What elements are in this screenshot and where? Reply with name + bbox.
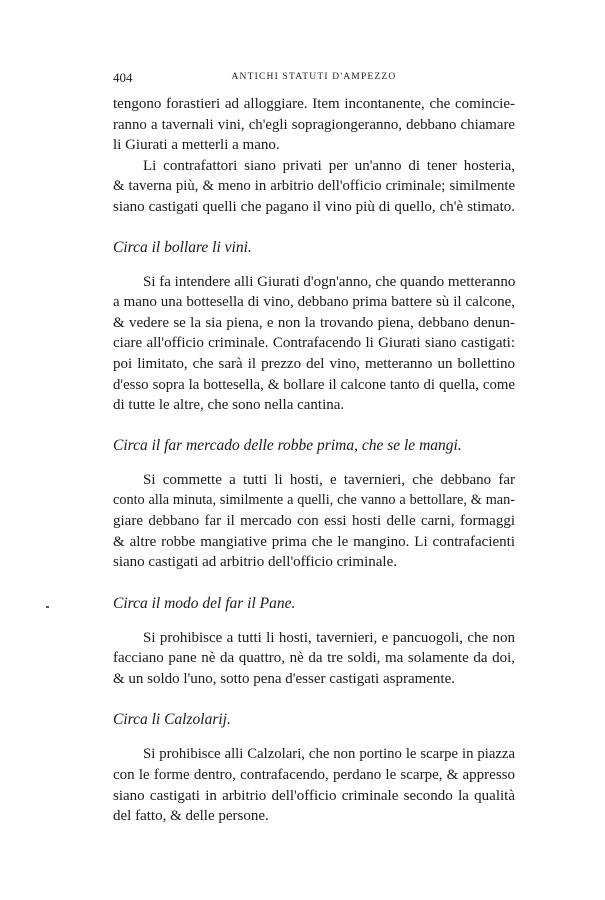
- text-line: giare debbano far il mercado con essi hosti delle carni, formaggi: [113, 512, 515, 529]
- text-line: del fatto, & delle persone.: [113, 808, 269, 825]
- text-line: li Giurati a metterli a mano.: [113, 137, 280, 154]
- section-heading: Circa il bollare li vini.: [113, 238, 252, 256]
- text-line: di tutte le altre, che sono nella cantina.: [113, 397, 345, 414]
- text-line: & altre robbe mangiative prima che le mangino. Li contrafacienti: [113, 533, 515, 550]
- text-line: siano castigati quelli che pagano il vino più di quello, ch'è stimato.: [113, 198, 515, 215]
- text-line: ciare all'officio criminale. Contrafacendo li Giurati siano castigati:: [113, 335, 515, 352]
- text-line: a mano una bottesella di vino, debbano prima battere sù il calcone,: [113, 294, 515, 311]
- text-line: Si prohibisce a tutti li hosti, tavernieri, e pancuogoli, che non: [143, 629, 515, 646]
- running-head: [113, 70, 515, 92]
- text-line: & taverna più, & meno in arbitrio dell'officio criminale; similmente: [113, 178, 515, 195]
- page-number: 404: [113, 70, 133, 85]
- text-line: conto alla minuta, similmente a quelli, che vanno a bettollare, & man-: [113, 492, 515, 509]
- section-paragraph: [113, 744, 515, 826]
- text-line: & vedere se la sia piena, e non la trovando piena, debbano denun-: [113, 314, 515, 331]
- text-line: siano castigati in arbitrio dell'officio criminale secondo la qualità: [113, 787, 515, 804]
- section-heading: Circa il far mercado delle robbe prima, che se le mangi.: [113, 436, 462, 454]
- running-title: ANTICHI STATUTI D'AMPEZZO: [231, 72, 397, 82]
- text-line: facciano pane nè da quattro, nè da tre soldi, ma solamente da doi,: [113, 650, 515, 667]
- text-line: d'esso sopra la bottesella, & bollare il calcone tanto di quella, come: [113, 376, 515, 393]
- penalty-paragraph: [113, 156, 515, 218]
- section-heading: Circa li Calzolarij.: [113, 711, 231, 729]
- text-line: poi limitato, che sarà il prezzo del vino, metteranno un bollettino: [113, 355, 515, 372]
- text-line: siano castigati ad arbitrio dell'officio criminale.: [113, 554, 397, 571]
- section-heading: Circa il modo del far il Pane.: [113, 594, 296, 612]
- text-line: Si fa intendere alli Giurati d'ogn'anno, che quando metteranno: [143, 273, 516, 290]
- continuation-paragraph: [113, 94, 515, 156]
- text-line: ranno a tavernali vini, ch'egli sopragiongeranno, debbano chiamare: [113, 116, 515, 133]
- text-line: & un soldo l'uno, sotto pena d'esser castigati aspramente.: [113, 670, 455, 687]
- section-paragraph: [113, 272, 515, 416]
- margin-speck: [46, 606, 49, 608]
- section-paragraph: [113, 470, 515, 573]
- section-paragraph: [113, 628, 515, 690]
- book-page: [113, 70, 515, 827]
- text-line: tengono forastieri ad alloggiare. Item incontanente, che comincie-: [113, 96, 515, 112]
- text-line: Si commette a tutti li hosti, e tavernieri, che debbano far: [143, 471, 515, 488]
- text-line: Si prohibisce alli Calzolari, che non portino le scarpe in piazza: [143, 746, 515, 763]
- text-line: Li contrafattori siano privati per un'anno di tener hosteria,: [143, 157, 515, 174]
- text-line: con le forme dentro, contrafacendo, perdano le scarpe, & appresso: [113, 767, 515, 784]
